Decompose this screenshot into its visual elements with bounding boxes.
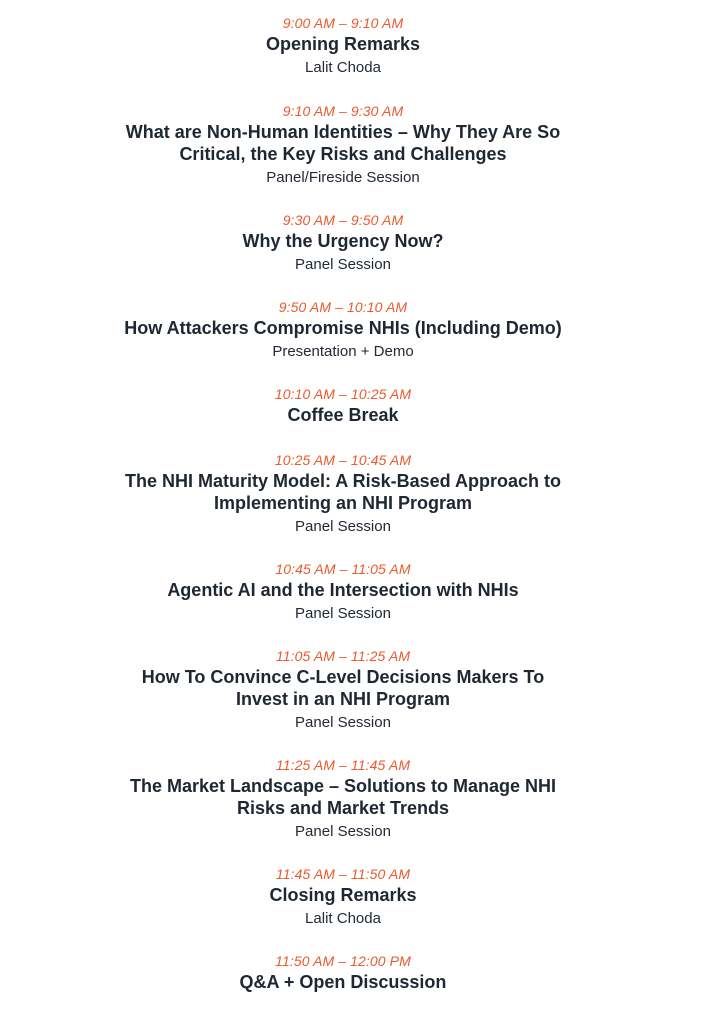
session-time: 11:25 AM – 11:45 AM: [275, 757, 411, 773]
session-speaker: Lalit Choda: [305, 59, 381, 76]
session-time: 10:45 AM – 11:05 AM: [275, 561, 411, 577]
session-format: Panel Session: [295, 605, 391, 622]
session-time: 10:25 AM – 10:45 AM: [274, 452, 412, 468]
session-time: 9:00 AM – 9:10 AM: [282, 15, 404, 31]
session-title: How Attackers Compromise NHIs (Including Demo): [124, 318, 562, 338]
session-title: Closing Remarks: [269, 885, 417, 905]
session-time: 11:05 AM – 11:25 AM: [275, 648, 411, 664]
session-what-are-nhis: [0, 101, 686, 188]
session-closing-remarks: [0, 864, 686, 929]
session-opening-remarks: [0, 13, 686, 78]
session-convince-c-level: [0, 646, 686, 733]
session-title-line-1: The Market Landscape – Solutions to Manage NHI: [129, 776, 557, 796]
session-attackers-compromise: [0, 297, 686, 362]
session-time: 9:50 AM – 10:10 AM: [278, 299, 408, 315]
session-agentic-ai: [0, 559, 686, 624]
session-qa-open-discussion: [0, 951, 686, 993]
session-title-line-2: Implementing an NHI Program: [213, 493, 473, 513]
session-title: Opening Remarks: [265, 34, 421, 54]
session-format: Panel Session: [295, 518, 391, 535]
session-time: 9:30 AM – 9:50 AM: [282, 212, 404, 228]
session-coffee-break: [0, 384, 686, 426]
session-title-line-2: Critical, the Key Risks and Challenges: [179, 144, 507, 164]
session-format: Panel Session: [295, 714, 391, 731]
session-format: Panel/Fireside Session: [266, 169, 420, 186]
session-format: Panel Session: [295, 823, 391, 840]
session-title: Q&A + Open Discussion: [239, 972, 447, 992]
session-format: Panel Session: [295, 256, 391, 273]
session-market-landscape: [0, 755, 686, 842]
session-title: Agentic AI and the Intersection with NHIs: [167, 580, 519, 600]
session-title: Coffee Break: [287, 405, 399, 425]
session-title: Why the Urgency Now?: [242, 231, 444, 251]
session-speaker: Lalit Choda: [305, 910, 381, 927]
session-format: Presentation + Demo: [272, 343, 414, 360]
session-title-line-1: The NHI Maturity Model: A Risk-Based Approach to: [124, 471, 562, 491]
session-title-line-1: How To Convince C-Level Decisions Makers To: [141, 667, 545, 687]
session-maturity-model: [0, 450, 686, 537]
session-time: 9:10 AM – 9:30 AM: [282, 103, 404, 119]
session-time: 11:50 AM – 12:00 PM: [275, 953, 411, 969]
session-time: 11:45 AM – 11:50 AM: [275, 866, 411, 882]
session-urgency-now: [0, 210, 686, 275]
session-title-line-2: Invest in an NHI Program: [235, 689, 451, 709]
session-title-line-2: Risks and Market Trends: [236, 798, 450, 818]
session-title-line-1: What are Non-Human Identities – Why They Are So: [125, 122, 561, 142]
session-time: 10:10 AM – 10:25 AM: [274, 386, 412, 402]
